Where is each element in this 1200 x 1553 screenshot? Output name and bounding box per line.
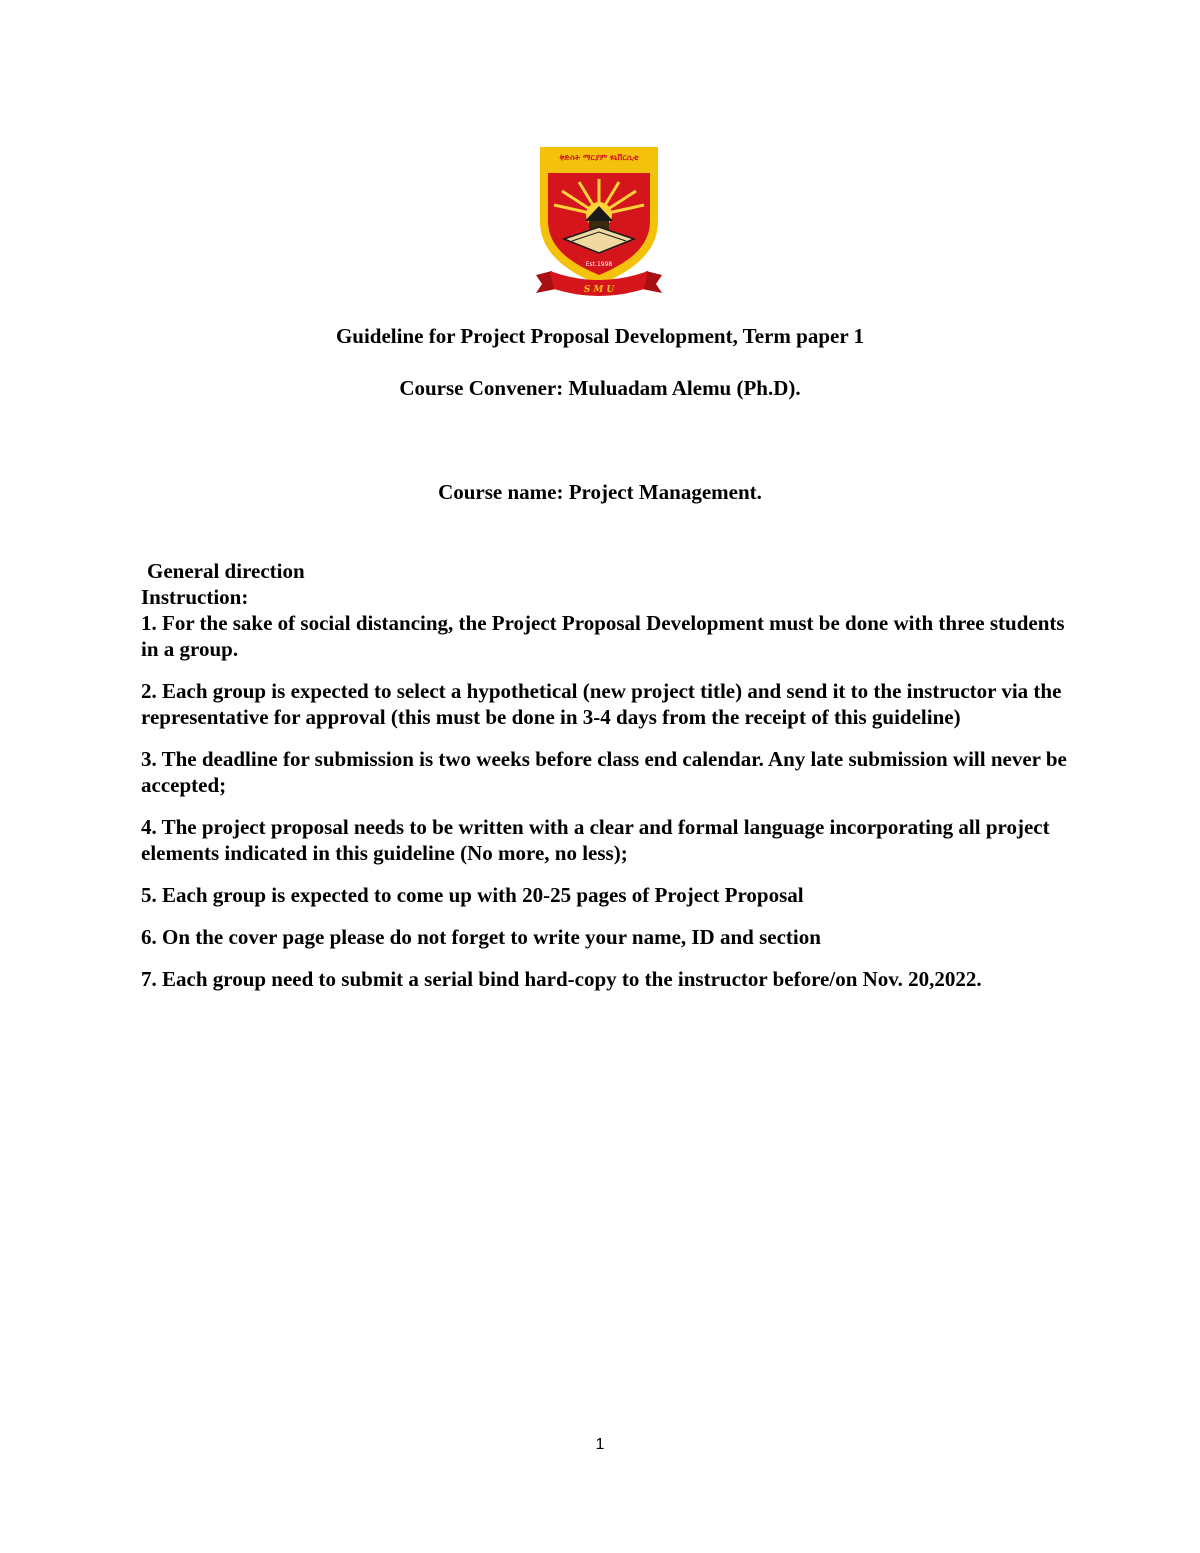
instruction-item: 5. Each group is expected to come up with 20-25 pages of Project Proposal [141, 883, 804, 907]
general-direction-heading: General direction [147, 559, 305, 583]
instruction-label: Instruction: [141, 585, 249, 609]
university-logo [534, 143, 664, 299]
instruction-item: 6. On the cover page please do not forget to write your name, ID and section [141, 925, 821, 949]
instruction-item: 1. For the sake of social distancing, the Project Proposal Development must be done with three students in a group. [141, 611, 1065, 661]
logo-established-text: Est.1998 [585, 261, 613, 268]
instruction-item: 3. The deadline for submission is two weeks before class end calendar. Any late submission will never be accepted; [141, 747, 1067, 797]
course-convener: Course Convener: Muluadam Alemu (Ph.D). [399, 376, 801, 400]
course-name: Course name: Project Management. [438, 480, 762, 504]
document-title: Guideline for Project Proposal Development, Term paper 1 [335, 324, 865, 348]
logo-top-text: ቅድስት ማርያም ዩኒቨርሲቲ [559, 153, 639, 162]
instruction-item: 2. Each group is expected to select a hypothetical (new project title) and send it to the instructor via the representative for approval (this must be done in 3-4 days from the receipt of this guideline) [141, 679, 1062, 729]
page-number: 1 [595, 1436, 605, 1453]
ribbon-text: S M U [583, 285, 615, 295]
instruction-item: 7. Each group need to submit a serial bind hard-copy to the instructor before/on Nov. 20,2022. [141, 967, 982, 991]
instruction-item: 4. The project proposal needs to be written with a clear and formal language incorporating all project elements indicated in this guideline (No more, no less); [141, 815, 1050, 865]
general-direction-section [141, 558, 1071, 992]
